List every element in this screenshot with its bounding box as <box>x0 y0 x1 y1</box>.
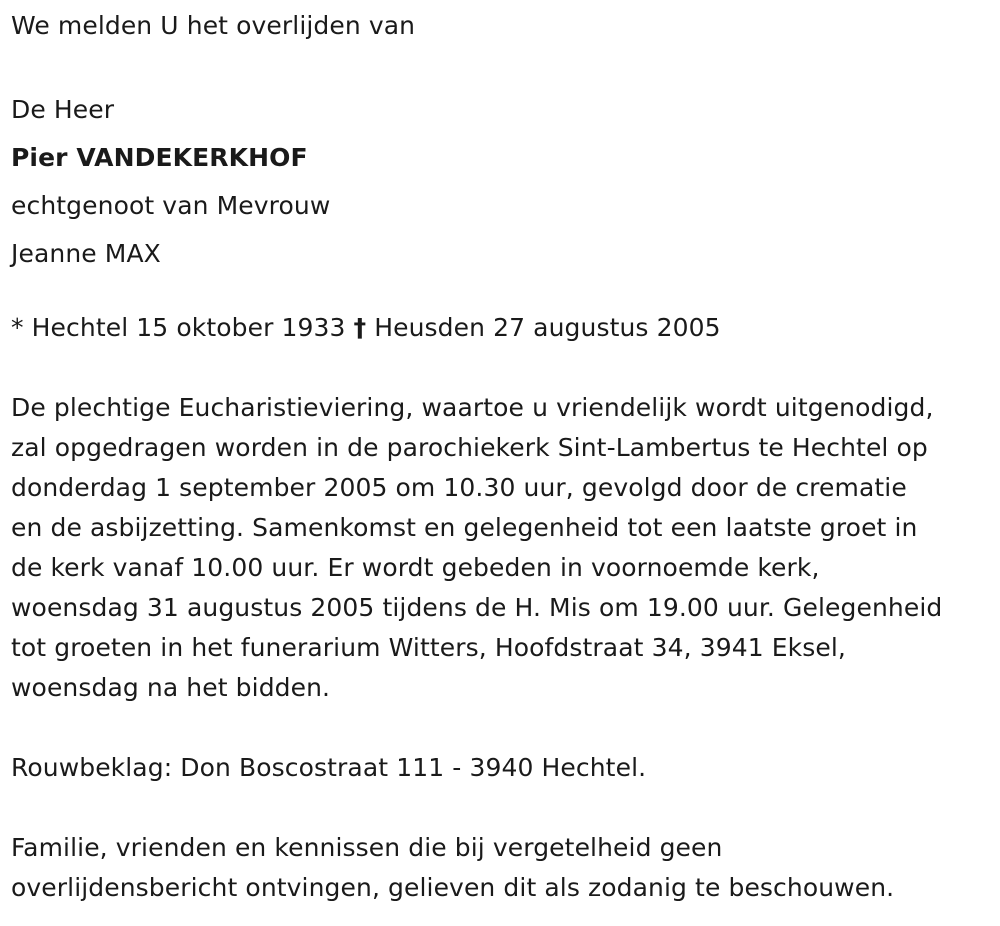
ceremony-line: de kerk vanaf 10.00 uur. Er wordt gebeden in voornoemde kerk, <box>11 553 820 582</box>
intro-text: We melden U het overlijden van <box>11 11 416 40</box>
condolence-address: Rouwbeklag: Don Boscostraat 111 - 3940 Hechtel. <box>11 753 647 782</box>
spouse-label: echtgenoot van Mevrouw <box>11 191 331 220</box>
ceremony-line: zal opgedragen worden in de parochiekerk Sint-Lambertus te Hechtel op <box>11 433 928 462</box>
closing-paragraph <box>11 828 991 908</box>
ceremony-line: donderdag 1 september 2005 om 10.30 uur, gevolgd door de crematie <box>11 473 907 502</box>
ceremony-line: De plechtige Eucharistieviering, waartoe u vriendelijk wordt uitgenodigd, <box>11 393 934 422</box>
obituary-notice <box>11 6 991 908</box>
birth-death-line <box>11 308 991 348</box>
closing-line: Familie, vrienden en kennissen die bij vergetelheid geen <box>11 833 723 862</box>
death-info: Heusden 27 augustus 2005 <box>374 313 721 342</box>
deceased-title: De Heer <box>11 95 115 124</box>
ceremony-paragraph <box>11 388 991 708</box>
cross-icon: † <box>353 313 367 342</box>
ceremony-line: en de asbijzetting. Samenkomst en gelegenheid tot een laatste groet in <box>11 513 918 542</box>
condolence-paragraph <box>11 748 991 788</box>
birth-info: * Hechtel 15 oktober 1933 <box>11 313 346 342</box>
ceremony-line: woensdag 31 augustus 2005 tijdens de H. Mis om 19.00 uur. Gelegenheid <box>11 593 943 622</box>
ceremony-line: tot groeten in het funerarium Witters, Hoofdstraat 34, 3941 Eksel, <box>11 633 846 662</box>
deceased-name: Pier VANDEKERKHOF <box>11 143 308 172</box>
spouse-name: Jeanne MAX <box>11 239 161 268</box>
ceremony-line: woensdag na het bidden. <box>11 673 331 702</box>
closing-line: overlijdensbericht ontvingen, gelieven dit als zodanig te beschouwen. <box>11 873 895 902</box>
